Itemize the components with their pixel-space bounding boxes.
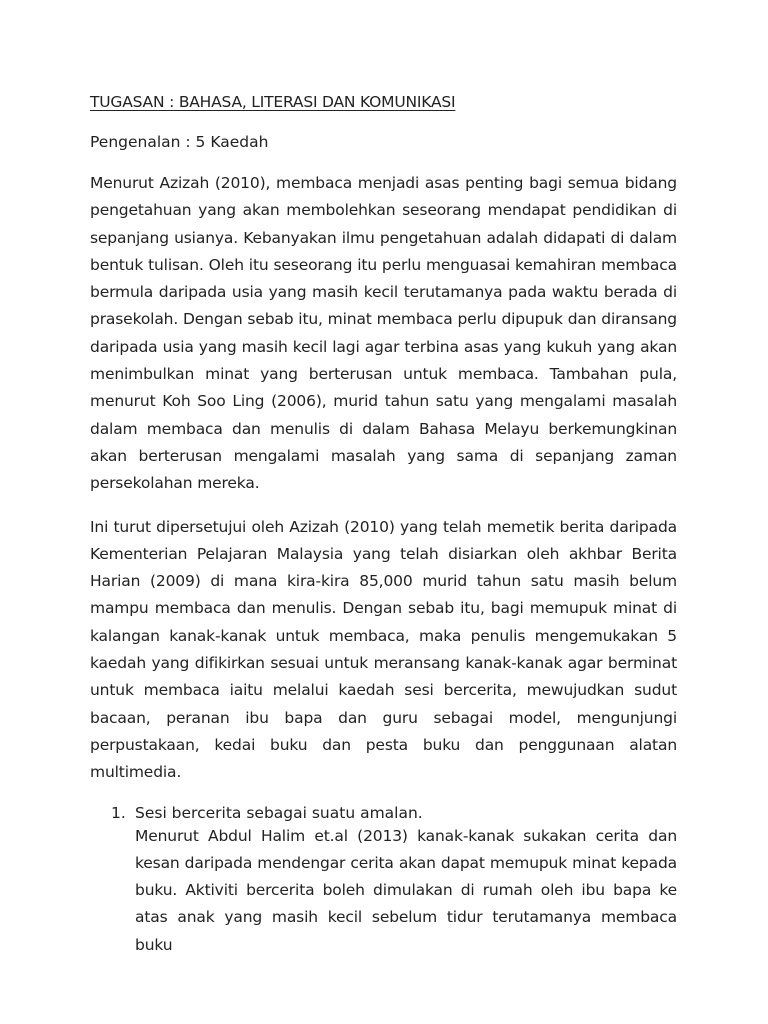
paragraph-2: Ini turut dipersetujui oleh Azizah (2010) yang telah memetik berita daripada Kementerian Pelajaran Malaysia yang telah disiarkan oleh akhbar Berita Harian (2009) di mana kira-kira 85,000 murid tahun satu masih belum mampu membaca dan menulis. Dengan sebab itu, bagi memupuk minat di kalangan kanak-kanak untuk membaca, maka penulis mengemukakan 5 kaedah yang difikirkan sesuai untuk meransang kanak-kanak agar berminat untuk membaca iaitu melalui kaedah sesi bercerita, mewujudkan sudut bacaan, peranan ibu bapa dan guru sebagai model, mengunjungi perpustakaan, kedai buku dan pesta buku dan penggunaan alatan multimedia. [90,517,677,782]
list-item-number: 1. [111,803,126,822]
document-page [90,90,677,959]
list-item-heading: Sesi bercerita sebagai suatu amalan. [135,803,423,822]
document-subtitle: Pengenalan : 5 Kaedah [90,133,269,151]
document-title: TUGASAN : BAHASA, LITERASI DAN KOMUNIKASI [90,93,456,111]
paragraph-1: Menurut Azizah (2010), membaca menjadi asas penting bagi semua bidang pengetahuan yang akan membolehkan seseorang mendapat pendidikan di sepanjang usianya. Kebanyakan ilmu pengetahuan adalah didapati di dalam bentuk tulisan. Oleh itu seseorang itu perlu menguasai kemahiran membaca bermula daripada usia yang masih kecil terutamanya pada waktu berada di prasekolah. Dengan sebab itu, minat membaca perlu dipupuk dan diransang daripada usia yang masih kecil lagi agar terbina asas yang kukuh yang akan menimbulkan minat yang berterusan untuk membaca. Tambahan pula, menurut Koh Soo Ling (2006), murid tahun satu yang mengalami masalah dalam membaca dan menulis di dalam Bahasa Melayu berkemungkinan akan berterusan mengalami masalah yang sama di sepanjang zaman persekolahan mereka. [90,174,677,493]
list-item-body: Menurut Abdul Halim et.al (2013) kanak-kanak sukakan cerita dan kesan daripada mendengar cerita akan dapat memupuk minat kepada buku. Aktiviti bercerita boleh dimulakan di rumah oleh ibu bapa ke atas anak yang masih kecil sebelum tidur terutamanya membaca buku [135,826,677,954]
numbered-list [90,803,677,959]
list-item [90,803,677,959]
